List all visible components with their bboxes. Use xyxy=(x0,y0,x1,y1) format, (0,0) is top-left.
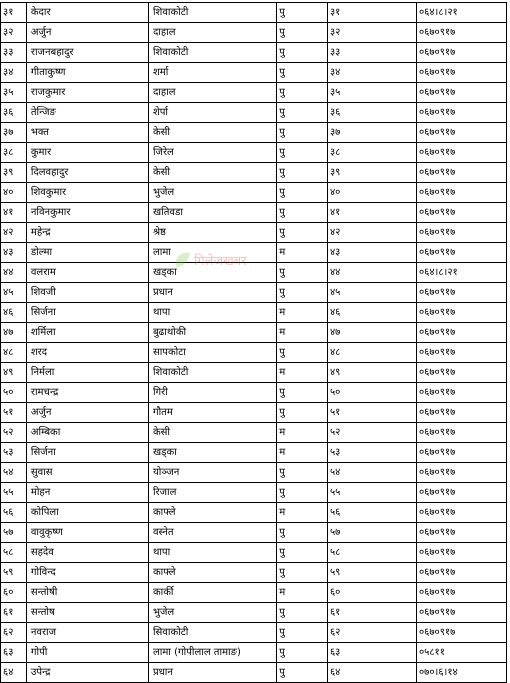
surname-cell: केसी xyxy=(148,123,276,143)
surname-cell: लामा xyxy=(148,243,276,263)
serial-no-cell: ४५ xyxy=(1,283,27,303)
gender-cell: पु xyxy=(277,143,328,163)
surname-cell: भुजेल xyxy=(148,603,276,623)
gender-cell: पु xyxy=(277,163,328,183)
serial-no-cell: ४२ xyxy=(1,223,27,243)
serial-no-cell: ५३ xyxy=(1,443,27,463)
first-name-cell: रामचन्द्र xyxy=(26,383,148,403)
date-cell: ०६७०९१७ xyxy=(416,183,506,203)
roll-no-cell: ५३ xyxy=(327,443,416,463)
table-row xyxy=(1,343,507,363)
date-cell: ०६७०९१७ xyxy=(416,503,506,523)
table-row xyxy=(1,423,507,443)
record-sheet xyxy=(0,2,510,683)
table-row xyxy=(1,603,507,623)
surname-cell: सापकोटा xyxy=(148,343,276,363)
serial-no-cell: ६२ xyxy=(1,623,27,643)
gender-cell: पु xyxy=(277,523,328,543)
first-name-cell: दिलवहादुर xyxy=(26,163,148,183)
date-cell: ०६७०९१७ xyxy=(416,163,506,183)
table-row xyxy=(1,483,507,503)
date-cell: ०६७०९१७ xyxy=(416,303,506,323)
table-row xyxy=(1,283,507,303)
table-row xyxy=(1,3,507,23)
first-name-cell: राजनबहादुर xyxy=(26,43,148,63)
surname-cell: शिवाकोटी xyxy=(148,43,276,63)
gender-cell: पु xyxy=(277,183,328,203)
date-cell: ०६७०९१७ xyxy=(416,43,506,63)
surname-cell: भुजेल xyxy=(148,183,276,203)
first-name-cell: डोल्मा xyxy=(26,243,148,263)
table-row xyxy=(1,543,507,563)
date-cell: ०६७०९१७ xyxy=(416,463,506,483)
surname-cell: शिवाकोटी xyxy=(148,363,276,383)
serial-no-cell: ५६ xyxy=(1,503,27,523)
serial-no-cell: ३१ xyxy=(1,3,27,23)
roll-no-cell: ४३ xyxy=(327,243,416,263)
date-cell: ०६४।८।२१ xyxy=(416,3,506,23)
table-row xyxy=(1,83,507,103)
roll-no-cell: ३२ xyxy=(327,23,416,43)
roll-no-cell: ५६ xyxy=(327,503,416,523)
roll-no-cell: ४७ xyxy=(327,323,416,343)
first-name-cell: सन्तोषी xyxy=(26,583,148,603)
date-cell: ०६४।८।२१ xyxy=(416,263,506,283)
surname-cell: काफ्ले xyxy=(148,503,276,523)
serial-no-cell: ६३ xyxy=(1,643,27,663)
gender-cell: पु xyxy=(277,103,328,123)
roll-no-cell: ४२ xyxy=(327,223,416,243)
surname-cell: बुढाथोकी xyxy=(148,323,276,343)
surname-cell: केसी xyxy=(148,163,276,183)
serial-no-cell: ५७ xyxy=(1,523,27,543)
first-name-cell: शिवकुमार xyxy=(26,183,148,203)
date-cell: ०६७०९१७ xyxy=(416,323,506,343)
table-row xyxy=(1,23,507,43)
table-row xyxy=(1,463,507,483)
table-row xyxy=(1,563,507,583)
roll-no-cell: ६२ xyxy=(327,623,416,643)
gender-cell: पु xyxy=(277,23,328,43)
roll-no-cell: ४८ xyxy=(327,343,416,363)
first-name-cell: महेन्द्र xyxy=(26,223,148,243)
date-cell: ०६७०९१७ xyxy=(416,543,506,563)
table-row xyxy=(1,203,507,223)
table-row xyxy=(1,103,507,123)
roll-no-cell: ४९ xyxy=(327,363,416,383)
serial-no-cell: ४१ xyxy=(1,203,27,223)
serial-no-cell: ६० xyxy=(1,583,27,603)
gender-cell: पु xyxy=(277,623,328,643)
table-row xyxy=(1,383,507,403)
first-name-cell: निर्मला xyxy=(26,363,148,383)
first-name-cell: कुमार xyxy=(26,143,148,163)
serial-no-cell: ५४ xyxy=(1,463,27,483)
surname-cell: थापा xyxy=(148,303,276,323)
serial-no-cell: ६४ xyxy=(1,663,27,683)
date-cell: ०६७०९१७ xyxy=(416,83,506,103)
table-row xyxy=(1,263,507,283)
surname-cell: रिजाल xyxy=(148,483,276,503)
surname-cell: लामा (गोपीलाल तामाङ) xyxy=(148,643,276,663)
first-name-cell: गोविन्द xyxy=(26,563,148,583)
date-cell: ०६७०९१७ xyxy=(416,403,506,423)
gender-cell: पु xyxy=(277,543,328,563)
surname-cell: योञ्जन xyxy=(148,463,276,483)
table-row xyxy=(1,443,507,463)
roll-no-cell: ५१ xyxy=(327,403,416,423)
surname-cell: प्रधान xyxy=(148,663,276,683)
roll-no-cell: ५२ xyxy=(327,423,416,443)
first-name-cell: वावुकृष्ण xyxy=(26,523,148,543)
gender-cell: पु xyxy=(277,463,328,483)
records-table xyxy=(0,2,507,683)
table-row xyxy=(1,183,507,203)
roll-no-cell: ३३ xyxy=(327,43,416,63)
table-row xyxy=(1,323,507,343)
serial-no-cell: ५२ xyxy=(1,423,27,443)
first-name-cell: कोपिला xyxy=(26,503,148,523)
gender-cell: पु xyxy=(277,263,328,283)
first-name-cell: गीताकुष्ण xyxy=(26,63,148,83)
date-cell: ०६७०९१७ xyxy=(416,103,506,123)
date-cell: ०६७०९१७ xyxy=(416,283,506,303)
date-cell: ०६७०९१७ xyxy=(416,243,506,263)
first-name-cell: अर्जुन xyxy=(26,403,148,423)
serial-no-cell: ४६ xyxy=(1,303,27,323)
gender-cell: म xyxy=(277,443,328,463)
table-row xyxy=(1,143,507,163)
date-cell: ०६७०९१७ xyxy=(416,443,506,463)
date-cell: ०७०।६।१४ xyxy=(416,663,506,683)
roll-no-cell: ३६ xyxy=(327,103,416,123)
surname-cell: शेर्पा xyxy=(148,103,276,123)
serial-no-cell: ३९ xyxy=(1,163,27,183)
roll-no-cell: ४५ xyxy=(327,283,416,303)
roll-no-cell: ५८ xyxy=(327,543,416,563)
first-name-cell: गोपी xyxy=(26,643,148,663)
roll-no-cell: ३९ xyxy=(327,163,416,183)
first-name-cell: उपेन्द्र xyxy=(26,663,148,683)
first-name-cell: वलराम xyxy=(26,263,148,283)
serial-no-cell: ५८ xyxy=(1,543,27,563)
surname-cell: कार्की xyxy=(148,583,276,603)
serial-no-cell: ४४ xyxy=(1,263,27,283)
serial-no-cell: ३४ xyxy=(1,63,27,83)
gender-cell: पु xyxy=(277,343,328,363)
first-name-cell: सुवास xyxy=(26,463,148,483)
roll-no-cell: ३५ xyxy=(327,83,416,103)
first-name-cell: नविनकुमार xyxy=(26,203,148,223)
gender-cell: पु xyxy=(277,403,328,423)
roll-no-cell: ६१ xyxy=(327,603,416,623)
first-name-cell: शरद xyxy=(26,343,148,363)
surname-cell: जिरेल xyxy=(148,143,276,163)
date-cell: ०६७०९१७ xyxy=(416,23,506,43)
gender-cell: म xyxy=(277,583,328,603)
surname-cell: गिरी xyxy=(148,383,276,403)
gender-cell: पु xyxy=(277,83,328,103)
date-cell: ०६७०९१७ xyxy=(416,623,506,643)
surname-cell: खड्का xyxy=(148,443,276,463)
roll-no-cell: ३७ xyxy=(327,123,416,143)
serial-no-cell: ४९ xyxy=(1,363,27,383)
date-cell: ०६७०९१७ xyxy=(416,203,506,223)
serial-no-cell: ३५ xyxy=(1,83,27,103)
serial-no-cell: ५१ xyxy=(1,403,27,423)
serial-no-cell: ३८ xyxy=(1,143,27,163)
serial-no-cell: ४७ xyxy=(1,323,27,343)
surname-cell: वस्नेत xyxy=(148,523,276,543)
date-cell: ०६७०९१७ xyxy=(416,423,506,443)
roll-no-cell: ३१ xyxy=(327,3,416,23)
gender-cell: पु xyxy=(277,603,328,623)
serial-no-cell: ४८ xyxy=(1,343,27,363)
gender-cell: पु xyxy=(277,643,328,663)
first-name-cell: सन्तोष xyxy=(26,603,148,623)
table-row xyxy=(1,403,507,423)
first-name-cell: शिवजी xyxy=(26,283,148,303)
roll-no-cell: ५० xyxy=(327,383,416,403)
first-name-cell: अम्बिका xyxy=(26,423,148,443)
gender-cell: पु xyxy=(277,223,328,243)
serial-no-cell: ३२ xyxy=(1,23,27,43)
roll-no-cell: ४४ xyxy=(327,263,416,283)
surname-cell: प्रधान xyxy=(148,283,276,303)
gender-cell: म xyxy=(277,243,328,263)
date-cell: ०६७०९१७ xyxy=(416,563,506,583)
table-row xyxy=(1,523,507,543)
surname-cell: सिवाकोटी xyxy=(148,623,276,643)
surname-cell: केसी xyxy=(148,423,276,443)
table-row xyxy=(1,623,507,643)
first-name-cell: भक्त xyxy=(26,123,148,143)
table-row xyxy=(1,643,507,663)
date-cell: ०६७०९१७ xyxy=(416,123,506,143)
roll-no-cell: ५७ xyxy=(327,523,416,543)
date-cell: ०६७०९१७ xyxy=(416,363,506,383)
gender-cell: म xyxy=(277,503,328,523)
serial-no-cell: ४० xyxy=(1,183,27,203)
surname-cell: खड्का xyxy=(148,263,276,283)
gender-cell: पु xyxy=(277,43,328,63)
surname-cell: काफ्ले xyxy=(148,563,276,583)
first-name-cell: अर्जुन xyxy=(26,23,148,43)
date-cell: ०६७०९१७ xyxy=(416,223,506,243)
table-row xyxy=(1,43,507,63)
serial-no-cell: ५५ xyxy=(1,483,27,503)
roll-no-cell: ४१ xyxy=(327,203,416,223)
table-row xyxy=(1,583,507,603)
surname-cell: खतिवडा xyxy=(148,203,276,223)
date-cell: ०६७०९१७ xyxy=(416,523,506,543)
table-row xyxy=(1,123,507,143)
date-cell: ०६७०९१७ xyxy=(416,483,506,503)
roll-no-cell: ३८ xyxy=(327,143,416,163)
first-name-cell: राजकुमार xyxy=(26,83,148,103)
gender-cell: पु xyxy=(277,63,328,83)
surname-cell: शर्मा xyxy=(148,63,276,83)
roll-no-cell: ५५ xyxy=(327,483,416,503)
surname-cell: गौतम xyxy=(148,403,276,423)
gender-cell: पु xyxy=(277,663,328,683)
records-body xyxy=(1,3,507,683)
first-name-cell: सिर्जना xyxy=(26,443,148,463)
first-name-cell: केदार xyxy=(26,3,148,23)
table-row xyxy=(1,303,507,323)
serial-no-cell: ३६ xyxy=(1,103,27,123)
serial-no-cell: ३३ xyxy=(1,43,27,63)
serial-no-cell: ६१ xyxy=(1,603,27,623)
serial-no-cell: ५० xyxy=(1,383,27,403)
roll-no-cell: ६० xyxy=(327,583,416,603)
table-row xyxy=(1,363,507,383)
roll-no-cell: ६३ xyxy=(327,643,416,663)
gender-cell: पु xyxy=(277,123,328,143)
roll-no-cell: ४६ xyxy=(327,303,416,323)
roll-no-cell: ३४ xyxy=(327,63,416,83)
gender-cell: म xyxy=(277,323,328,343)
roll-no-cell: ५९ xyxy=(327,563,416,583)
gender-cell: पु xyxy=(277,283,328,303)
gender-cell: म xyxy=(277,423,328,443)
table-row xyxy=(1,163,507,183)
gender-cell: म xyxy=(277,363,328,383)
gender-cell: पु xyxy=(277,383,328,403)
date-cell: ०६७०९१७ xyxy=(416,343,506,363)
gender-cell: पु xyxy=(277,563,328,583)
first-name-cell: सिर्जना xyxy=(26,303,148,323)
first-name-cell: नवराज xyxy=(26,623,148,643)
date-cell: ०६७०९१७ xyxy=(416,63,506,83)
table-row xyxy=(1,223,507,243)
date-cell: ०६७०९१७ xyxy=(416,143,506,163)
gender-cell: पु xyxy=(277,483,328,503)
first-name-cell: शर्मिला xyxy=(26,323,148,343)
roll-no-cell: ४० xyxy=(327,183,416,203)
table-row xyxy=(1,243,507,263)
surname-cell: थापा xyxy=(148,543,276,563)
date-cell: ०६७०९१७ xyxy=(416,383,506,403)
watermark-text: गिलेजखबर xyxy=(194,254,247,269)
first-name-cell: मोहन xyxy=(26,483,148,503)
surname-cell: श्रेष्ठ xyxy=(148,223,276,243)
serial-no-cell: ५९ xyxy=(1,563,27,583)
first-name-cell: सहदेव xyxy=(26,543,148,563)
roll-no-cell: ६४ xyxy=(327,663,416,683)
date-cell: ०६७०९१७ xyxy=(416,583,506,603)
surname-cell: दाहाल xyxy=(148,83,276,103)
date-cell: ०६७०९१७ xyxy=(416,603,506,623)
serial-no-cell: ४३ xyxy=(1,243,27,263)
serial-no-cell: ३७ xyxy=(1,123,27,143)
gender-cell: पु xyxy=(277,203,328,223)
gender-cell: पु xyxy=(277,3,328,23)
table-row xyxy=(1,63,507,83)
date-cell: ०५८११ xyxy=(416,643,506,663)
table-row xyxy=(1,503,507,523)
surname-cell: शिवाकोटी xyxy=(148,3,276,23)
first-name-cell: तेन्जिङ xyxy=(26,103,148,123)
surname-cell: दाहाल xyxy=(148,23,276,43)
roll-no-cell: ५४ xyxy=(327,463,416,483)
gender-cell: म xyxy=(277,303,328,323)
